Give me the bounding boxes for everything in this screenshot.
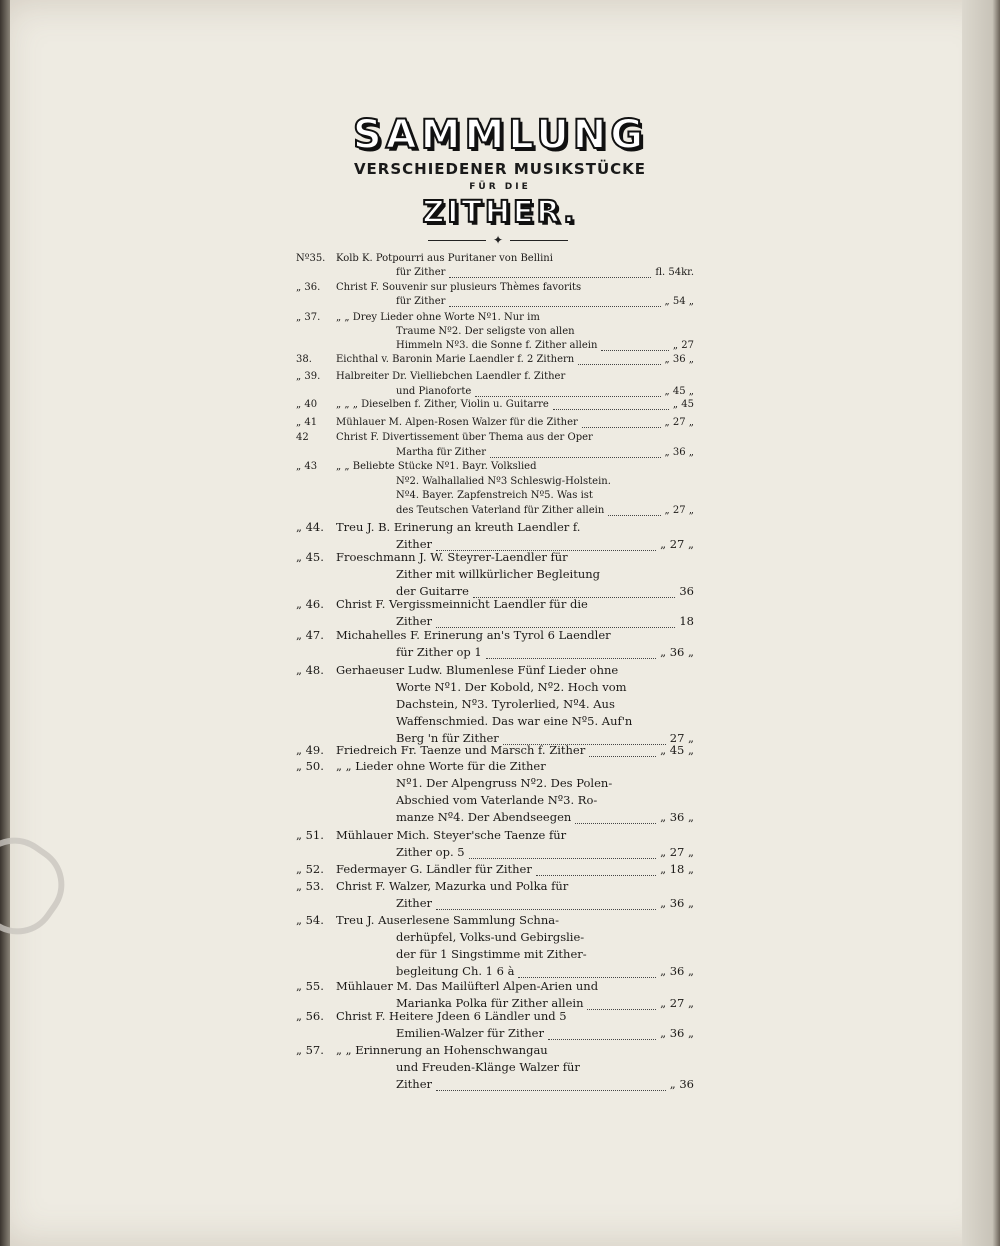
entry-text: begleitung Ch. 1 6 à	[396, 964, 515, 978]
entry-text: für Zither	[396, 296, 446, 307]
entry-line	[296, 475, 694, 490]
catalog-entry	[296, 549, 694, 600]
entry-text: Nº2. Walhallalied Nº3 Schleswig-Holstein.	[396, 475, 611, 487]
entry-line	[296, 445, 694, 460]
entry-text: Marianka Polka für Zither allein	[396, 996, 584, 1010]
catalog-entry	[296, 912, 694, 980]
catalog-entry	[296, 662, 694, 747]
entry-line	[296, 861, 694, 878]
catalog-entry	[296, 519, 694, 553]
catalog-entry	[296, 878, 694, 912]
entry-text: für Zither op 1	[396, 645, 482, 659]
entry-line	[296, 662, 694, 679]
entry-number: „ 41	[296, 417, 318, 428]
entry-line	[296, 878, 694, 895]
entry-text: Worte Nº1. Der Kobold, Nº2. Hoch vom	[396, 680, 627, 694]
dotted-leader	[536, 861, 656, 876]
entry-line	[296, 369, 694, 384]
entry-price: fl. 54kr.	[655, 267, 694, 278]
entry-text: Zither	[396, 614, 432, 628]
entry-number: „ 48.	[296, 663, 324, 677]
entry-line	[296, 1008, 694, 1025]
entry-price: 36	[679, 584, 694, 598]
entry-line	[296, 295, 694, 309]
entry-line	[296, 1076, 694, 1093]
catalog-entry	[296, 281, 694, 309]
entry-line	[296, 775, 694, 792]
catalog-entry	[296, 416, 694, 430]
entry-number: „ 43	[296, 461, 318, 472]
entry-text: Zither	[396, 537, 432, 551]
entry-price: „ 27 „	[664, 504, 694, 516]
page-title: SAMMLUNG	[352, 112, 648, 158]
entry-number: „ 52.	[296, 862, 324, 876]
entry-line	[296, 978, 694, 995]
entry-price: „ 54 „	[664, 296, 694, 307]
dotted-leader	[449, 295, 660, 307]
entry-line	[296, 252, 694, 266]
entry-text: Christ F. Vergissmeinnicht Laendler für die	[336, 597, 588, 611]
entry-text: Mühlauer M. Alpen-Rosen Walzer für die Zither	[336, 417, 578, 428]
catalog-entry	[296, 758, 694, 826]
dotted-leader	[436, 895, 656, 910]
dotted-leader	[449, 266, 651, 278]
entry-line	[296, 809, 694, 826]
entry-line	[296, 844, 694, 861]
entry-line	[296, 713, 694, 730]
entry-number: „ 36.	[296, 282, 321, 293]
paper-clip-mark	[0, 822, 80, 950]
entry-text: Federmayer G. Ländler für Zither	[336, 862, 532, 876]
dotted-leader	[518, 963, 656, 978]
entry-line	[296, 946, 694, 963]
entry-line	[296, 1059, 694, 1076]
entry-number: „ 57.	[296, 1043, 324, 1057]
entry-line	[296, 742, 694, 759]
entry-line	[296, 827, 694, 844]
entry-price: „ 27	[672, 340, 694, 351]
entry-line	[296, 311, 694, 325]
entry-text: Emilien-Walzer für Zither	[396, 1026, 544, 1040]
entry-number: „ 53.	[296, 879, 324, 893]
entry-price: „ 27 „	[660, 537, 694, 551]
dotted-leader	[469, 844, 657, 859]
dotted-leader	[589, 742, 656, 757]
entry-line	[296, 325, 694, 339]
entry-price: „ 45 „	[660, 743, 694, 757]
entry-number: „ 40	[296, 399, 318, 410]
entry-price: „ 36 „	[660, 645, 694, 659]
entry-line	[296, 353, 694, 367]
entry-text: Himmeln Nº3. die Sonne f. Zither allein	[396, 340, 598, 351]
entry-text: „ „ Beliebte Stücke Nº1. Bayr. Volkslied	[336, 461, 537, 472]
entry-line	[296, 696, 694, 713]
entry-text: manze Nº4. Der Abendseegen	[396, 810, 572, 824]
entry-text: Abschied vom Vaterlande Nº3. Ro-	[396, 793, 598, 807]
entry-number: 42	[296, 432, 309, 443]
entry-text: Gerhaeuser Ludw. Blumenlese Fünf Lieder ohne	[336, 663, 619, 677]
dotted-leader	[601, 339, 668, 351]
entry-text: Mühlauer M. Das Mailüfterl Alpen-Arien und	[336, 979, 599, 993]
entry-price: „ 36	[669, 1077, 694, 1091]
entry-line	[296, 566, 694, 583]
dotted-leader	[608, 504, 660, 517]
entry-price: „ 45 „	[664, 386, 694, 397]
entry-text: Treu J. Auserlesene Sammlung Schna-	[336, 913, 559, 927]
entry-line	[296, 1042, 694, 1059]
entry-price: „ 36 „	[660, 964, 694, 978]
divider-line-left	[428, 240, 486, 241]
entry-number: „ 49.	[296, 743, 324, 757]
entry-line	[296, 460, 694, 475]
entry-text: „ „ Erinnerung an Hohenschwangau	[336, 1043, 548, 1057]
entry-text: Nº4. Bayer. Zapfenstreich Nº5. Was ist	[396, 490, 593, 501]
catalog-entry	[296, 311, 694, 353]
entry-text: „ „ Lieder ohne Worte für die Zither	[336, 759, 546, 773]
entry-number: „ 44.	[296, 520, 324, 534]
entry-line	[296, 416, 694, 430]
catalog-entry	[296, 369, 694, 399]
catalog-entry	[296, 861, 694, 878]
catalog-entry	[296, 978, 694, 1012]
dotted-leader	[575, 809, 656, 824]
catalog-entry	[296, 1008, 694, 1042]
entry-line	[296, 430, 694, 445]
entry-line	[296, 398, 694, 412]
entry-text: Christ F. Heitere Jdeen 6 Ländler und 5	[336, 1009, 567, 1023]
entry-text: „ „ Drey Lieder ohne Worte Nº1. Nur im	[336, 312, 540, 323]
dotted-leader	[582, 416, 661, 428]
entry-text: der für 1 Singstimme mit Zither-	[396, 947, 587, 961]
entry-line	[296, 895, 694, 912]
entry-line	[296, 929, 694, 946]
entry-line	[296, 1025, 694, 1042]
entry-line	[296, 384, 694, 399]
entry-number: „ 56.	[296, 1009, 324, 1023]
entry-text: Mühlauer Mich. Steyer'sche Taenze für	[336, 828, 567, 842]
dotted-leader	[486, 644, 656, 659]
entry-number: „ 47.	[296, 628, 324, 642]
entry-line	[296, 519, 694, 536]
entry-line	[296, 549, 694, 566]
dotted-leader	[475, 384, 660, 397]
entry-number: 38.	[296, 354, 312, 365]
entry-text: der Guitarre	[396, 584, 469, 598]
entry-text: Dachstein, Nº3. Tyrolerlied, Nº4. Aus	[396, 697, 615, 711]
ornament-divider	[428, 232, 568, 248]
entry-price: „ 45	[672, 399, 694, 410]
entry-text: für Zither	[396, 267, 446, 278]
catalog-entry	[296, 430, 694, 460]
entry-price: „ 18 „	[660, 862, 694, 876]
entry-price: 18	[679, 614, 694, 628]
entry-text: Halbreiter Dr. Vielliebchen Laendler f. Zither	[336, 371, 566, 382]
page-subtitle: VERSCHIEDENER MUSIKSTÜCKE	[353, 160, 647, 178]
entry-line	[296, 792, 694, 809]
dotted-leader	[578, 353, 660, 365]
catalog-entry	[296, 460, 694, 518]
entry-line	[296, 281, 694, 295]
entry-text: „ „ „ Dieselben f. Zither, Violin u. Guitarre	[336, 399, 549, 410]
entry-text: Michahelles F. Erinerung an's Tyrol 6 Laendler	[336, 628, 611, 642]
catalog-entry	[296, 827, 694, 861]
entry-price: „ 36 „	[660, 1026, 694, 1040]
entry-number: „ 39.	[296, 371, 321, 382]
dotted-leader	[548, 1025, 656, 1040]
entry-number: „ 46.	[296, 597, 324, 611]
entry-number: „ 51.	[296, 828, 324, 842]
entry-text: Zither op. 5	[396, 845, 465, 859]
title-connector: FÜR DIE	[469, 182, 531, 192]
catalog-entry	[296, 252, 694, 280]
entry-text: Kolb K. Potpourri aus Puritaner von Bellini	[336, 253, 553, 264]
entry-text: Zither	[396, 1077, 432, 1091]
entry-line	[296, 644, 694, 661]
entry-line	[296, 912, 694, 929]
entry-text: Friedreich Fr. Taenze und Marsch f. Zither	[336, 743, 586, 757]
entry-text: Zither mit willkürlicher Begleitung	[396, 567, 601, 581]
catalog-entry	[296, 398, 694, 412]
entry-line	[296, 679, 694, 696]
catalog-entry	[296, 596, 694, 630]
catalog-entry	[296, 742, 694, 759]
entry-text: Christ F. Divertissement über Thema aus der Oper	[336, 432, 593, 443]
dotted-leader	[553, 398, 669, 410]
entry-price: „ 36 „	[664, 354, 694, 365]
instrument-title: ZITHER.	[422, 195, 578, 230]
entry-line	[296, 266, 694, 280]
entry-line	[296, 627, 694, 644]
entry-text: Zither	[396, 896, 432, 910]
entry-text: Martha für Zither	[396, 447, 486, 458]
entry-text: Froeschmann J. W. Steyrer-Laendler für	[336, 550, 568, 564]
entry-price: „ 27 „	[660, 996, 694, 1010]
entry-text: und Pianoforte	[396, 386, 472, 397]
entry-text: und Freuden-Klänge Walzer für	[396, 1060, 580, 1074]
entry-line	[296, 489, 694, 504]
entry-text: des Teutschen Vaterland für Zither allein	[396, 504, 605, 516]
entry-price: „ 36 „	[660, 810, 694, 824]
entry-line	[296, 596, 694, 613]
entry-number: „ 50.	[296, 759, 324, 773]
entry-text: Christ F. Walzer, Mazurka und Polka für	[336, 879, 569, 893]
catalog-entry	[296, 627, 694, 661]
entry-text: Christ F. Souvenir sur plusieurs Thèmes favorits	[336, 282, 582, 293]
dotted-leader	[490, 445, 661, 458]
ornament-icon: ✦	[492, 233, 504, 247]
entry-price: „ 36 „	[660, 896, 694, 910]
entry-text: Nº1. Der Alpengruss Nº2. Des Polen-	[396, 776, 613, 790]
entry-text: Berg 'n für Zither	[396, 731, 499, 745]
entry-line	[296, 504, 694, 519]
entry-line	[296, 339, 694, 353]
entry-text: derhüpfel, Volks-und Gebirgslie-	[396, 930, 585, 944]
entry-price: „ 27 „	[660, 845, 694, 859]
dotted-leader	[436, 1076, 666, 1091]
entry-number: „ 37.	[296, 312, 321, 323]
entry-price: 27 „	[669, 731, 694, 745]
entry-text: Waffenschmied. Das war eine Nº5. Auf'n	[396, 714, 633, 728]
entry-price: „ 27 „	[664, 417, 694, 428]
entry-text: Treu J. B. Erinerung an kreuth Laendler f.	[336, 520, 581, 534]
entry-line	[296, 758, 694, 775]
entry-price: „ 36 „	[664, 447, 694, 458]
divider-line-right	[510, 240, 568, 241]
entry-number: „ 55.	[296, 979, 324, 993]
entry-number: „ 54.	[296, 913, 324, 927]
dotted-leader	[436, 613, 675, 628]
entry-number: „ 45.	[296, 550, 324, 564]
entry-text: Traume Nº2. Der seligste von allen	[396, 326, 575, 337]
catalog-entry	[296, 353, 694, 367]
entry-number: Nº35.	[296, 253, 326, 264]
catalog-entry	[296, 1042, 694, 1093]
entry-text: Eichthal v. Baronin Marie Laendler f. 2 Zithern	[336, 354, 575, 365]
